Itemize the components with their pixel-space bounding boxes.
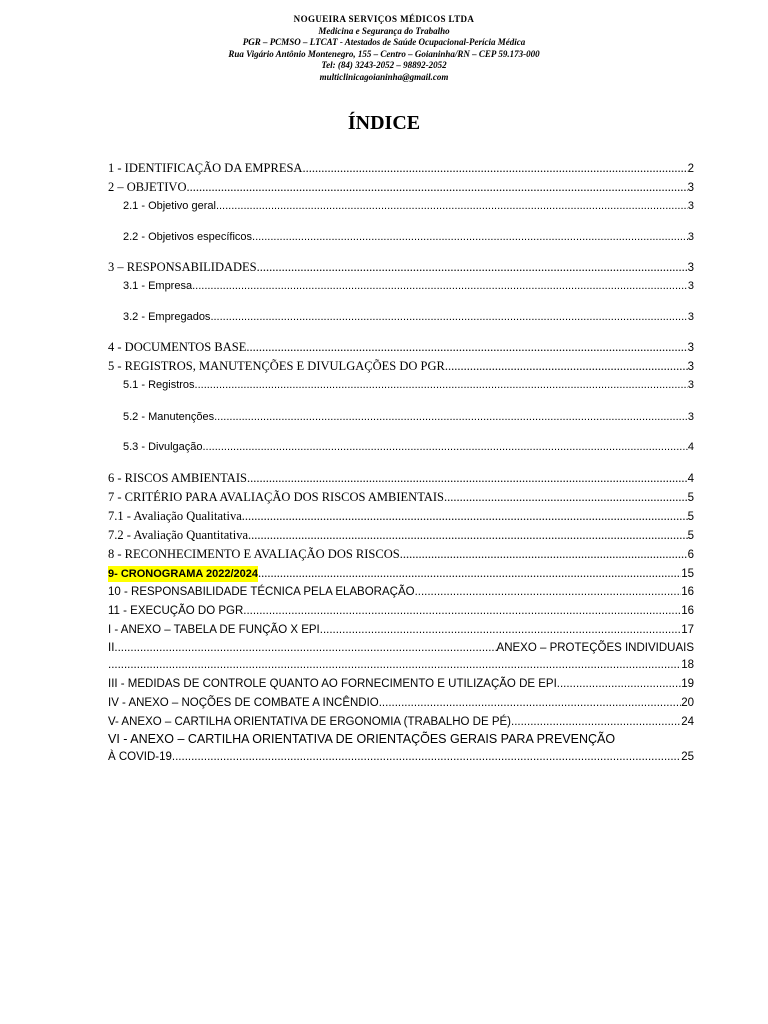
toc-entry-label-left: II. [108, 642, 118, 654]
toc-entry-label: 4 - DOCUMENTOS BASE [108, 340, 247, 354]
toc-entry-label: 5.1 - Registros [123, 379, 195, 391]
toc-entry-label: 5.3 - Divulgação [123, 441, 203, 453]
toc-entry-page: 6 [687, 549, 694, 561]
toc-entry-line1[interactable] [108, 731, 694, 747]
toc-entry-label: 3.1 - Empresa [123, 280, 193, 292]
toc-entry-label: 5.2 - Manutenções [123, 411, 215, 423]
company-address: Rua Vigário Antônio Montenegro, 155 – Centro – Goianinha/RN – CEP 59.173-000 [228, 48, 540, 59]
toc-entry-label: III - MEDIDAS DE CONTROLE QUANTO AO FORNECIMENTO E UTILIZAÇÃO DE EPI [108, 678, 557, 690]
toc-entry[interactable] [123, 377, 694, 393]
toc-entry-label: VI - ANEXO – CARTILHA ORIENTATIVA DE ORIENTAÇÕES GERAIS PARA PREVENÇÃO [108, 732, 616, 746]
toc-entry[interactable] [123, 439, 694, 455]
toc-entry-page: 16 [681, 605, 694, 617]
toc-entry-label: 2 – OBJETIVO [108, 180, 187, 194]
toc-entry[interactable] [108, 714, 694, 730]
toc-entry-label: 10 - RESPONSABILIDADE TÉCNICA PELA ELABORAÇÃO [108, 586, 415, 598]
toc-entry-label: À COVID-19 [108, 751, 172, 763]
toc-entry[interactable] [108, 470, 694, 487]
toc-entry-page: 3 [687, 311, 694, 323]
toc-entry-label: V- ANEXO – CARTILHA ORIENTATIVA DE ERGONOMIA (TRABALHO DE PÉ) [108, 716, 512, 728]
toc-entry-page: 3 [687, 182, 694, 194]
toc-entry-page: 24 [681, 716, 694, 728]
toc-entry-page: 3 [687, 342, 694, 354]
company-email: multiclinicagoianinha@gmail.com [319, 71, 449, 82]
toc-entry-label: 3 – RESPONSABILIDADES [108, 260, 257, 274]
company-name: NOGUEIRA SERVIÇOS MÉDICOS LTDA [293, 14, 475, 24]
toc-entry-page: 18 [681, 659, 694, 671]
toc-entry-label: 8 - RECONHECIMENTO E AVALIAÇÃO DOS RISCOS [108, 547, 400, 561]
toc-entry-label: 5 - REGISTROS, MANUTENÇÕES E DIVULGAÇÕES DO PGR [108, 359, 445, 373]
toc-entry-page: 4 [687, 441, 694, 453]
toc-entry-page: 3 [687, 379, 694, 391]
toc-entry-label: 9- CRONOGRAMA 2022/2024 [108, 568, 258, 580]
toc-entry-label: IV - ANEXO – NOÇÕES DE COMBATE A INCÊNDIO [108, 697, 379, 709]
toc-entry-page: 4 [687, 473, 694, 485]
toc-entry-label: 7.1 - Avaliação Qualitativa [108, 509, 242, 523]
toc-entry-page: 20 [681, 697, 694, 709]
toc-entry-page: 3 [687, 361, 694, 373]
toc-entry[interactable] [108, 179, 694, 196]
toc-entry[interactable] [108, 622, 694, 638]
toc-entry-label: 7.2 - Avaliação Quantitativa [108, 528, 248, 542]
company-subtitle: Medicina e Segurança do Trabalho [318, 25, 450, 36]
toc-entry[interactable] [108, 489, 694, 506]
page-title: ÍNDICE [347, 112, 421, 134]
toc-entry-page: 3 [687, 411, 694, 423]
toc-entry-highlighted[interactable] [108, 565, 694, 582]
toc-entry-page: 3 [687, 262, 694, 274]
toc-entry-page: 16 [681, 586, 694, 598]
toc-entry[interactable] [123, 198, 694, 214]
toc-entry-label: 7 - CRITÉRIO PARA AVALIAÇÃO DOS RISCOS AMBIENTAIS [108, 490, 444, 504]
toc-entry-page: 2 [687, 163, 694, 175]
toc-entry-page: 5 [687, 530, 694, 542]
toc-entry-label: I - ANEXO – TABELA DE FUNÇÃO X EPI [108, 624, 320, 636]
toc-entry[interactable] [108, 160, 694, 177]
toc-entry-label: 11 - EXECUÇÃO DO PGR [108, 605, 244, 617]
toc-entry[interactable] [123, 309, 694, 325]
toc-entry[interactable] [123, 278, 694, 294]
toc-entry-continuation[interactable] [108, 657, 694, 673]
toc-entry-label: 3.2 - Empregados [123, 311, 211, 323]
toc-entry-label: 2.2 - Objetivos específicos [123, 231, 253, 243]
toc-entry-split[interactable] [108, 640, 694, 656]
toc-entry-page: 5 [687, 492, 694, 504]
toc-entry-label: 2.1 - Objetivo geral [123, 200, 216, 212]
toc-entry[interactable] [108, 603, 694, 619]
toc-entry-page: 19 [681, 678, 694, 690]
toc-entry[interactable] [108, 695, 694, 711]
toc-entry[interactable] [108, 339, 694, 356]
toc-entry-page: 3 [687, 231, 694, 243]
toc-entry[interactable] [108, 527, 694, 544]
toc-entry-page: 17 [681, 624, 694, 636]
toc-entry[interactable] [108, 676, 694, 692]
company-phone: Tel: (84) 3243-2052 – 98892-2052 [321, 60, 447, 70]
toc-entry-label-right: ANEXO – PROTEÇÕES INDIVIDUAIS [496, 642, 694, 654]
company-services: PGR – PCMSO – LTCAT - Atestados de Saúde Ocupacional-Perícia Médica [242, 37, 526, 47]
toc-entry[interactable] [123, 409, 694, 425]
toc-entry[interactable] [108, 508, 694, 525]
toc-entry[interactable] [108, 259, 694, 276]
toc-entry[interactable] [108, 546, 694, 563]
toc-entry-page: 15 [681, 568, 694, 580]
toc-entry[interactable] [108, 584, 694, 600]
toc-entry-label: 1 - IDENTIFICAÇÃO DA EMPRESA [108, 161, 303, 175]
toc-entry-page: 5 [687, 511, 694, 523]
table-of-contents [108, 0, 694, 1024]
toc-entry-line2[interactable] [108, 749, 694, 765]
toc-entry[interactable] [123, 229, 694, 245]
toc-entry-label: 6 - RISCOS AMBIENTAIS [108, 471, 247, 485]
toc-entry-page: 3 [687, 200, 694, 212]
toc-entry[interactable] [108, 358, 694, 375]
toc-entry-page: 25 [681, 751, 694, 763]
toc-entry-page: 3 [687, 280, 694, 292]
